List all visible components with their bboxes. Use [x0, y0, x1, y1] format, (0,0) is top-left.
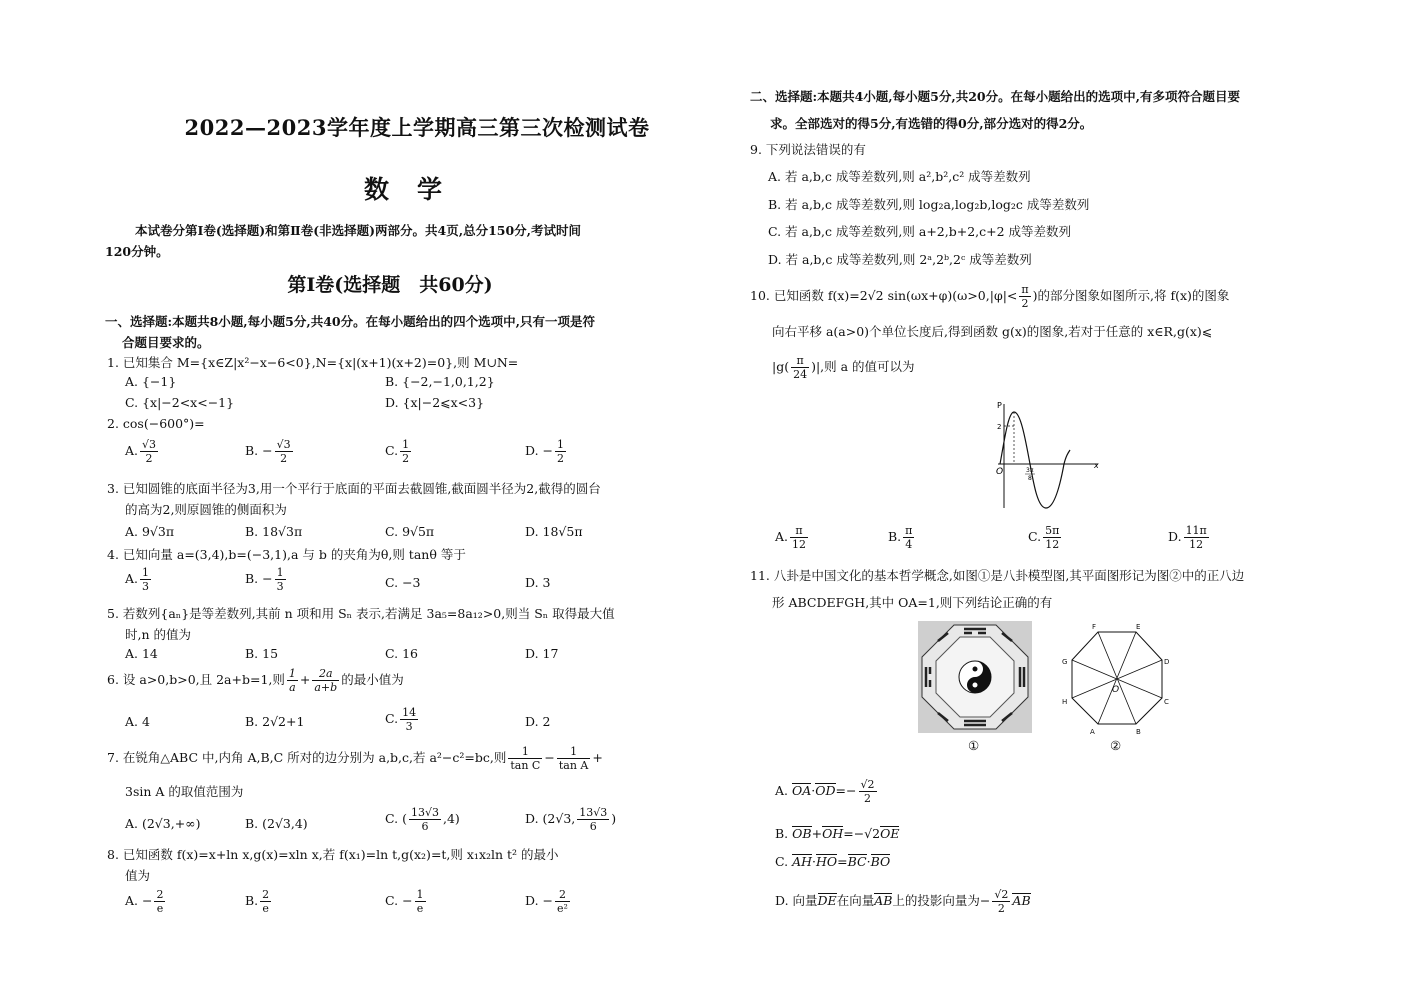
q10-option-b: B. $\frac{\pi}{4}$: [888, 524, 913, 551]
graph-y-label: P: [997, 401, 1002, 410]
q11-option-b: B. OB+OH=−√2OE: [775, 826, 900, 841]
q9-stem: 9. 下列说法错误的有: [750, 142, 866, 157]
section2-line-1: 二、选择题:本题共4小题,每小题5分,共20分。在每小题给出的选项中,有多项符合题目要: [750, 89, 1240, 104]
q5-option-a: A. 14: [125, 646, 158, 661]
q7-option-d: D. (2√3, $\frac{13√3}{6}$ ): [525, 806, 617, 833]
q6-option-c: C. $\frac{14}{3}$: [385, 706, 417, 733]
q10-stem-1: 10. 已知函数 f(x)=2√2 sin(ωx+φ)(ω>0,|φ|< $\frac{\pi}{2}$ )的部分图象如图所示,将 f(x)的图象: [750, 283, 1230, 310]
q5-stem-2: 时,n 的值为: [125, 627, 191, 642]
q1-option-d: D. {x|−2⩽x<3}: [385, 395, 485, 410]
q10-option-a: A. $\frac{\pi}{12}$: [775, 524, 807, 551]
part1-title: 第Ⅰ卷(选择题 共60分): [287, 274, 493, 296]
q8-option-a: A. − $\frac{2}{e}$: [125, 888, 164, 915]
q7-option-a: A. (2√3,+∞): [125, 816, 201, 831]
graph-x-tick-den: 8: [1028, 475, 1032, 482]
q5-option-b: B. 15: [245, 646, 279, 661]
intro-line-2: 120分钟。: [105, 244, 169, 259]
graph-x-tick-num: 3π: [1026, 467, 1034, 474]
q11-stem-2: 形 ABCDEFGH,其中 OA=1,则下列结论正确的有: [772, 595, 1053, 610]
q3-stem-2: 的高为2,则原圆锥的侧面积为: [125, 502, 287, 517]
octagon-label-c: C: [1164, 698, 1169, 706]
q2-option-c: C. $\frac{1}{2}$: [385, 438, 410, 465]
q10-stem-2: 向右平移 a(a>0)个单位长度后,得到函数 g(x)的图象,若对于任意的 x∈R,g(x)⩽: [772, 324, 1213, 339]
figure1-caption: ①: [968, 738, 980, 753]
q3-stem-1: 3. 已知圆锥的底面半径为3,用一个平行于底面的平面去截圆锥,截面圆半径为2,截得的圆台: [107, 481, 601, 496]
q10-sine-graph: [980, 398, 1105, 510]
figure2-caption: ②: [1110, 738, 1122, 753]
q5-option-c: C. 16: [385, 646, 418, 661]
q4-option-b: B. − $\frac{1}{3}$: [245, 566, 284, 593]
octagon-label-d: D: [1164, 658, 1170, 666]
q2-option-b: B. − $\frac{√3}{2}$: [245, 438, 291, 465]
q9-option-a: A. 若 a,b,c 成等差数列,则 a²,b²,c² 成等差数列: [768, 169, 1031, 184]
q1-option-b: B. {−2,−1,0,1,2}: [385, 374, 495, 389]
q1-option-c: C. {x|−2<x<−1}: [125, 395, 235, 410]
octagon-label-e: E: [1136, 623, 1141, 631]
q6-option-d: D. 2: [525, 714, 551, 729]
graph-origin: O: [996, 467, 1004, 477]
q8-stem-2: 值为: [125, 868, 151, 883]
q7-stem-1: 7. 在锐角△ABC 中,内角 A,B,C 所对的边分别为 a,b,c,若 a²−c²=bc,则 $\frac{1}{\text{tan C}}$ − $\frac{1}{\text{tan A}}$ +: [107, 745, 603, 772]
q9-option-b: B. 若 a,b,c 成等差数列,则 log₂a,log₂b,log₂c 成等差数列: [768, 197, 1090, 212]
q10-option-d: D. $\frac{11\pi}{12}$: [1168, 524, 1207, 551]
octagon-label-f: F: [1092, 623, 1097, 631]
q6-option-a: A. 4: [125, 714, 150, 729]
q11-stem-1: 11. 八卦是中国文化的基本哲学概念,如图①是八卦模型图,其平面图形记为图②中的正八边: [750, 568, 1245, 583]
q11-option-c: C. AH·HO=BC·BO: [775, 854, 891, 869]
subject-title: 数学: [363, 175, 470, 204]
q3-option-b: B. 18√3π: [245, 524, 303, 539]
octagon-label-a: A: [1090, 728, 1095, 736]
q4-option-c: C. −3: [385, 575, 421, 590]
q8-option-c: C. − $\frac{1}{e}$: [385, 888, 424, 915]
bagua-model-image: [918, 621, 1032, 733]
q3-option-c: C. 9√5π: [385, 524, 435, 539]
q10-option-c: C. $\frac{5\pi}{12}$: [1028, 524, 1060, 551]
octagon-label-b: B: [1136, 728, 1141, 736]
q2-stem: 2. cos(−600°)=: [107, 416, 205, 431]
intro-line-1: 本试卷分第Ⅰ卷(选择题)和第Ⅱ卷(非选择题)两部分。共4页,总分150分,考试时间: [135, 223, 582, 238]
sine-curve: [1000, 412, 1070, 508]
q4-option-d: D. 3: [525, 575, 551, 590]
section1-line-2: 合题目要求的。: [122, 335, 210, 350]
q4-option-a: A. $\frac{1}{3}$: [125, 566, 150, 593]
q11-option-a: A. OA·OD=− $\frac{√2}{2}$: [775, 778, 875, 805]
exam-title: 2022—2023学年度上学期高三第三次检测试卷: [184, 115, 650, 140]
q8-stem-1: 8. 已知函数 f(x)=x+ln x,g(x)=xln x,若 f(x₁)=ln t,g(x₂)=t,则 x₁x₂ln t² 的最小: [107, 847, 559, 862]
octagon-label-h: H: [1062, 698, 1068, 706]
octagon-label-g: G: [1062, 658, 1068, 666]
q6-option-b: B. 2√2+1: [245, 714, 305, 729]
graph-x-label: x: [1094, 461, 1099, 470]
q9-option-c: C. 若 a,b,c 成等差数列,则 a+2,b+2,c+2 成等差数列: [768, 224, 1072, 239]
q8-option-d: D. − $\frac{2}{\text{e²}}$: [525, 888, 568, 915]
q6-stem: 6. 设 a>0,b>0,且 2a+b=1,则 $\frac{1}{a}$ + $\frac{2a}{a+b}$ 的最小值为: [107, 667, 404, 694]
graph-y-tick: 2: [997, 423, 1002, 431]
octagon-diagram: [1058, 620, 1178, 738]
q5-stem-1: 5. 若数列{aₙ}是等差数列,其前 n 项和用 Sₙ 表示,若满足 3a₅=8a₁₂>0,则当 Sₙ 取得最大值: [107, 606, 615, 621]
q7-stem-2: 3sin A 的取值范围为: [125, 784, 244, 799]
section2-line-2: 求。全部选对的得5分,有选错的得0分,部分选对的得2分。: [770, 116, 1093, 131]
section1-line-1: 一、选择题:本题共8小题,每小题5分,共40分。在每小题给出的四个选项中,只有一项是符: [105, 314, 595, 329]
q7-option-b: B. (2√3,4): [245, 816, 308, 831]
q1-option-a: A. {−1}: [125, 374, 177, 389]
q3-option-d: D. 18√5π: [525, 524, 583, 539]
q2-option-d: D. − $\frac{1}{2}$: [525, 438, 564, 465]
octagon-label-o: O: [1112, 685, 1120, 695]
q9-option-d: D. 若 a,b,c 成等差数列,则 2ᵃ,2ᵇ,2ᶜ 成等差数列: [768, 252, 1032, 267]
q5-option-d: D. 17: [525, 646, 559, 661]
q8-option-b: B. $\frac{2}{e}$: [245, 888, 270, 915]
q3-option-a: A. 9√3π: [125, 524, 175, 539]
q4-stem: 4. 已知向量 a=(3,4),b=(−3,1),a 与 b 的夹角为θ,则 tanθ 等于: [107, 547, 466, 562]
q2-option-a: A. $\frac{√3}{2}$: [125, 438, 157, 465]
q7-option-c: C. ( $\frac{13√3}{6}$ ,4): [385, 806, 460, 833]
q11-option-d: D. 向量DE在向量AB上的投影向量为− $\frac{√2}{2}$ AB: [775, 888, 1031, 915]
q10-stem-3: |g( $\frac{\pi}{24}$ )|,则 a 的值可以为: [772, 354, 915, 381]
q1-stem: 1. 已知集合 M={x∈Z|x²−x−6<0},N={x|(x+1)(x+2)=0},则 M∪N=: [107, 355, 519, 370]
